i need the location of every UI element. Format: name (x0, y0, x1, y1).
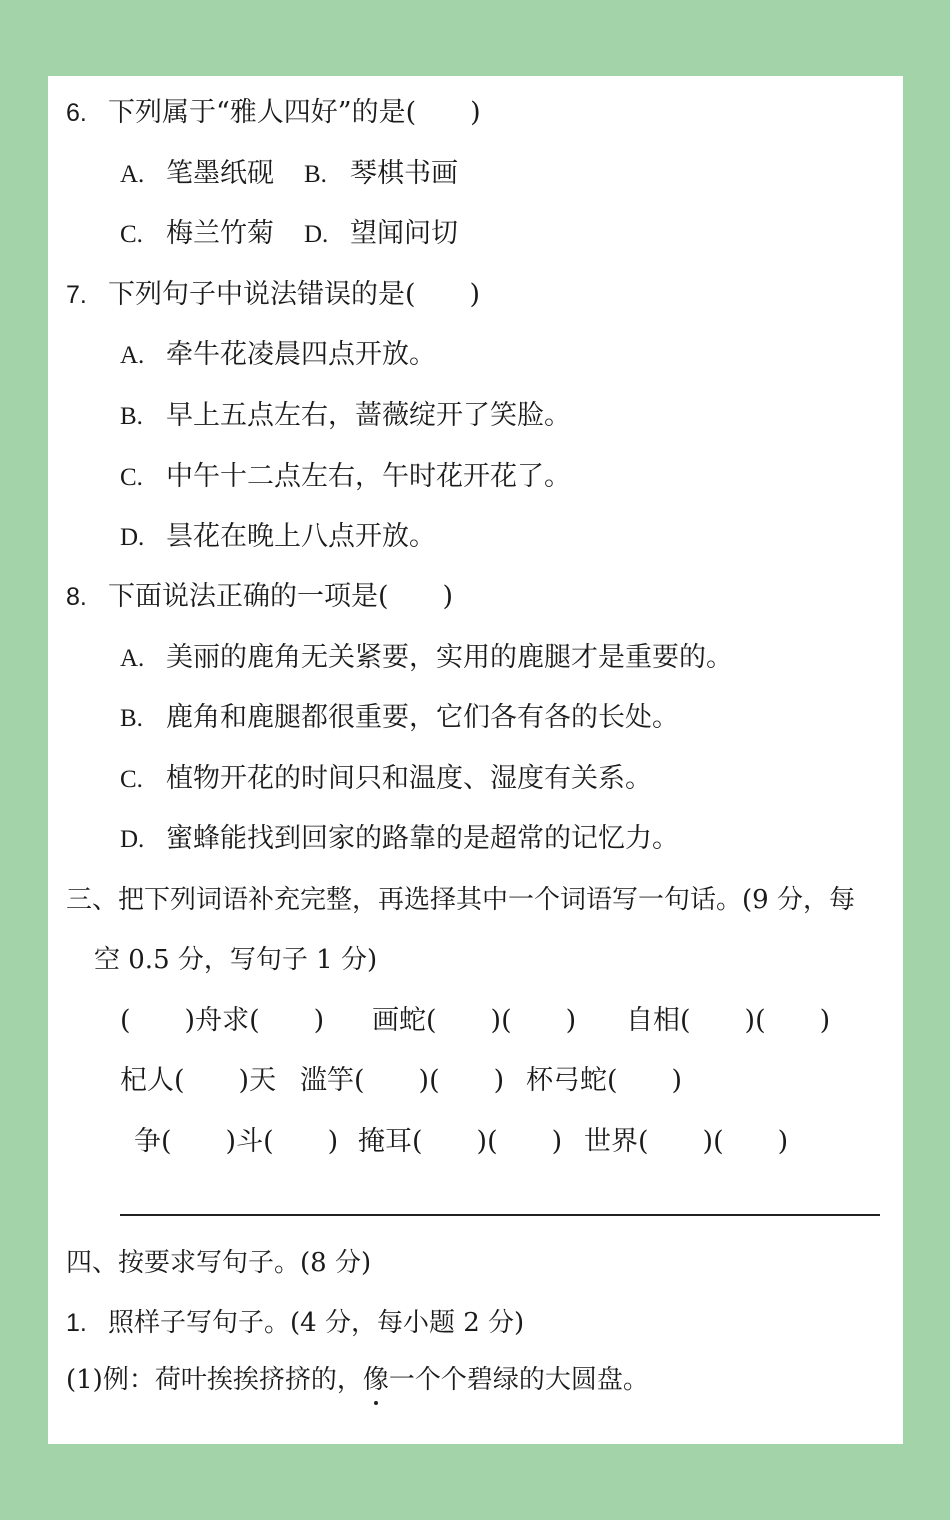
option-text: 美丽的鹿角无关紧要，实用的鹿腿才是重要的。 (166, 642, 733, 673)
question-6 (66, 96, 481, 130)
question-7-stem: 下列句子中说法错误的是( ) (108, 279, 481, 310)
idiom-blank[interactable]: 画蛇( )( ) (372, 1005, 577, 1036)
option-letter: D. (120, 826, 145, 853)
option-letter: D. (120, 524, 145, 551)
idiom-blank[interactable]: 争( )斗( ) (134, 1126, 339, 1157)
question-8-option-b (120, 701, 679, 736)
question-8 (66, 580, 453, 614)
question-6-options-row-2 (120, 217, 458, 252)
option-letter: A. (120, 161, 145, 188)
option-text: 昙花在晚上八点开放。 (166, 521, 436, 552)
option-text: 梅兰竹菊 (166, 218, 274, 249)
question-6-stem: 下列属于“雅人四好”的是( ) (108, 97, 481, 128)
option-text: 早上五点左右，蔷薇绽开了笑脸。 (166, 400, 571, 431)
section-3-title-continued: 空 0.5 分，写句子 1 分) (94, 945, 378, 975)
option-letter: B. (304, 161, 327, 188)
option-text: 鹿角和鹿腿都很重要，它们各有各的长处。 (166, 702, 679, 733)
option-letter: D. (304, 221, 329, 248)
idiom-blank[interactable]: ( )舟求( ) (120, 1005, 325, 1036)
option-text: 牵牛花凌晨四点开放。 (166, 339, 436, 370)
question-7-number: 7. (66, 281, 87, 309)
option-letter: A. (120, 645, 145, 672)
example-sentence-end: 一个个碧绿的大圆盘。 (388, 1365, 649, 1395)
question-7-option-a (120, 338, 436, 373)
question-8-option-d (120, 822, 679, 857)
option-text: 笔墨纸砚 (166, 158, 274, 189)
question-7-option-b (120, 399, 571, 434)
idiom-blank[interactable]: 杯弓蛇( ) (526, 1065, 683, 1096)
example-sentence-start: (1)例：荷叶挨挨挤挤的， (66, 1365, 363, 1395)
worksheet-page (48, 76, 903, 1444)
option-letter: C. (120, 221, 143, 248)
question-8-number: 8. (66, 583, 87, 611)
section-4-title: 四、按要求写句子。(8 分) (66, 1248, 372, 1278)
question-8-stem: 下面说法正确的一项是( ) (108, 581, 454, 612)
answer-line[interactable] (120, 1214, 880, 1216)
option-text: 植物开花的时间只和温度、湿度有关系。 (166, 763, 652, 794)
question-6-options-row-1 (120, 157, 458, 192)
idiom-blank[interactable]: 自相( )( ) (626, 1005, 831, 1036)
option-text: 蜜蜂能找到回家的路靠的是超常的记忆力。 (166, 823, 679, 854)
idiom-blank[interactable]: 滥竽( )( ) (300, 1065, 505, 1096)
option-letter: B. (120, 403, 143, 430)
section-4-question-1 (66, 1306, 524, 1340)
example-sentence (66, 1363, 649, 1397)
section-3-title: 三、把下列词语补充完整，再选择其中一个词语写一句话。(9 分，每 (66, 885, 855, 915)
option-letter: C. (120, 766, 143, 793)
idiom-blank[interactable]: 杞人( )天 (120, 1065, 277, 1096)
question-8-option-a (120, 641, 733, 676)
question-7 (66, 278, 480, 312)
option-text: 中午十二点左右，午时花开花了。 (166, 461, 571, 492)
question-7-option-c (120, 460, 571, 495)
idiom-blank[interactable]: 掩耳( )( ) (358, 1126, 563, 1157)
option-text: 望闻问切 (350, 218, 458, 249)
question-8-option-c (120, 762, 652, 797)
option-text: 琴棋书画 (350, 158, 458, 189)
question-7-option-d (120, 520, 436, 555)
option-letter: C. (120, 464, 143, 491)
option-letter: B. (120, 705, 143, 732)
emphasis-dot-character: 像 (362, 1365, 389, 1395)
question-6-number: 6. (66, 99, 87, 127)
section-4-question-1-text: 照样子写句子。(4 分，每小题 2 分) (108, 1308, 525, 1338)
option-letter: A. (120, 342, 145, 369)
section-4-question-1-number: 1. (66, 1309, 87, 1337)
idiom-blank[interactable]: 世界( )( ) (584, 1126, 789, 1157)
